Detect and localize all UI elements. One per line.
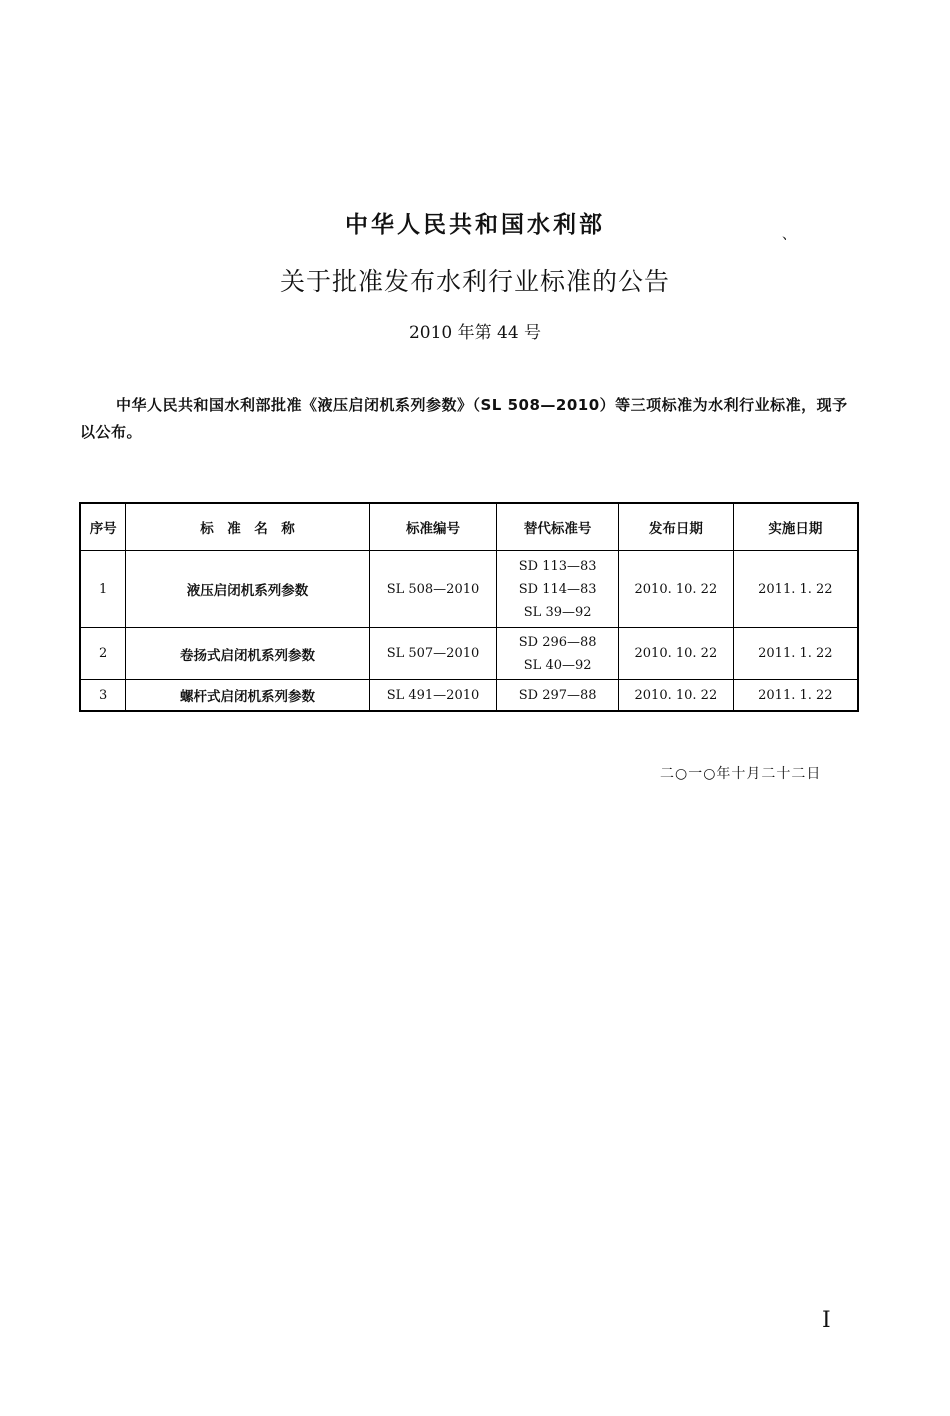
signature-date: 二○一○年十月二十二日	[660, 766, 822, 782]
replaced-standard: SD 113—83	[518, 558, 597, 574]
row-replaces	[497, 628, 619, 680]
table-row	[80, 680, 858, 712]
row-seq: 1	[80, 551, 126, 628]
table-row	[80, 551, 858, 628]
row-publish-date: 2010. 10. 22	[619, 680, 734, 712]
title-ministry: 中华人民共和国水利部	[345, 212, 605, 238]
replaced-standard: SD 296—88	[518, 634, 597, 650]
row-code: SL 508—2010	[369, 551, 497, 628]
replaced-standard: SD 297—88	[518, 687, 597, 703]
stray-mark: 、	[782, 227, 796, 243]
row-name: 螺杆式启闭机系列参数	[126, 680, 369, 712]
row-effective-date: 2011. 1. 22	[733, 680, 858, 712]
document-number: 2010 年第 44 号	[408, 323, 542, 343]
row-code: SL 507—2010	[369, 628, 497, 680]
replaced-standard: SD 114—83	[518, 581, 597, 597]
page-number: I	[822, 1308, 831, 1333]
standards-table	[79, 502, 859, 712]
header-effective-date: 实施日期	[733, 503, 858, 551]
title-announcement: 关于批准发布水利行业标准的公告	[279, 267, 670, 296]
row-name: 卷扬式启闭机系列参数	[126, 628, 369, 680]
row-replaces	[497, 551, 619, 628]
row-replaces	[497, 680, 619, 712]
row-code: SL 491—2010	[369, 680, 497, 712]
header-publish-date: 发布日期	[619, 503, 734, 551]
row-effective-date: 2011. 1. 22	[733, 551, 858, 628]
row-publish-date: 2010. 10. 22	[619, 628, 734, 680]
header-name: 标 准 名 称	[126, 503, 369, 551]
header-seq: 序号	[80, 503, 126, 551]
row-seq: 3	[80, 680, 126, 712]
table-row	[80, 628, 858, 680]
row-name: 液压启闭机系列参数	[126, 551, 369, 628]
header-code: 标准编号	[369, 503, 497, 551]
announcement-paragraph: 中华人民共和国水利部批准《液压启闭机系列参数》（SL 508—2010）等三项标准为水利行业标准，现予以公布。	[80, 396, 848, 441]
replaced-standard: SL 40—92	[523, 657, 592, 673]
table-header-row	[80, 503, 858, 551]
row-effective-date: 2011. 1. 22	[733, 628, 858, 680]
row-seq: 2	[80, 628, 126, 680]
replaced-standard: SL 39—92	[523, 604, 592, 620]
row-publish-date: 2010. 10. 22	[619, 551, 734, 628]
header-replaces: 替代标准号	[497, 503, 619, 551]
